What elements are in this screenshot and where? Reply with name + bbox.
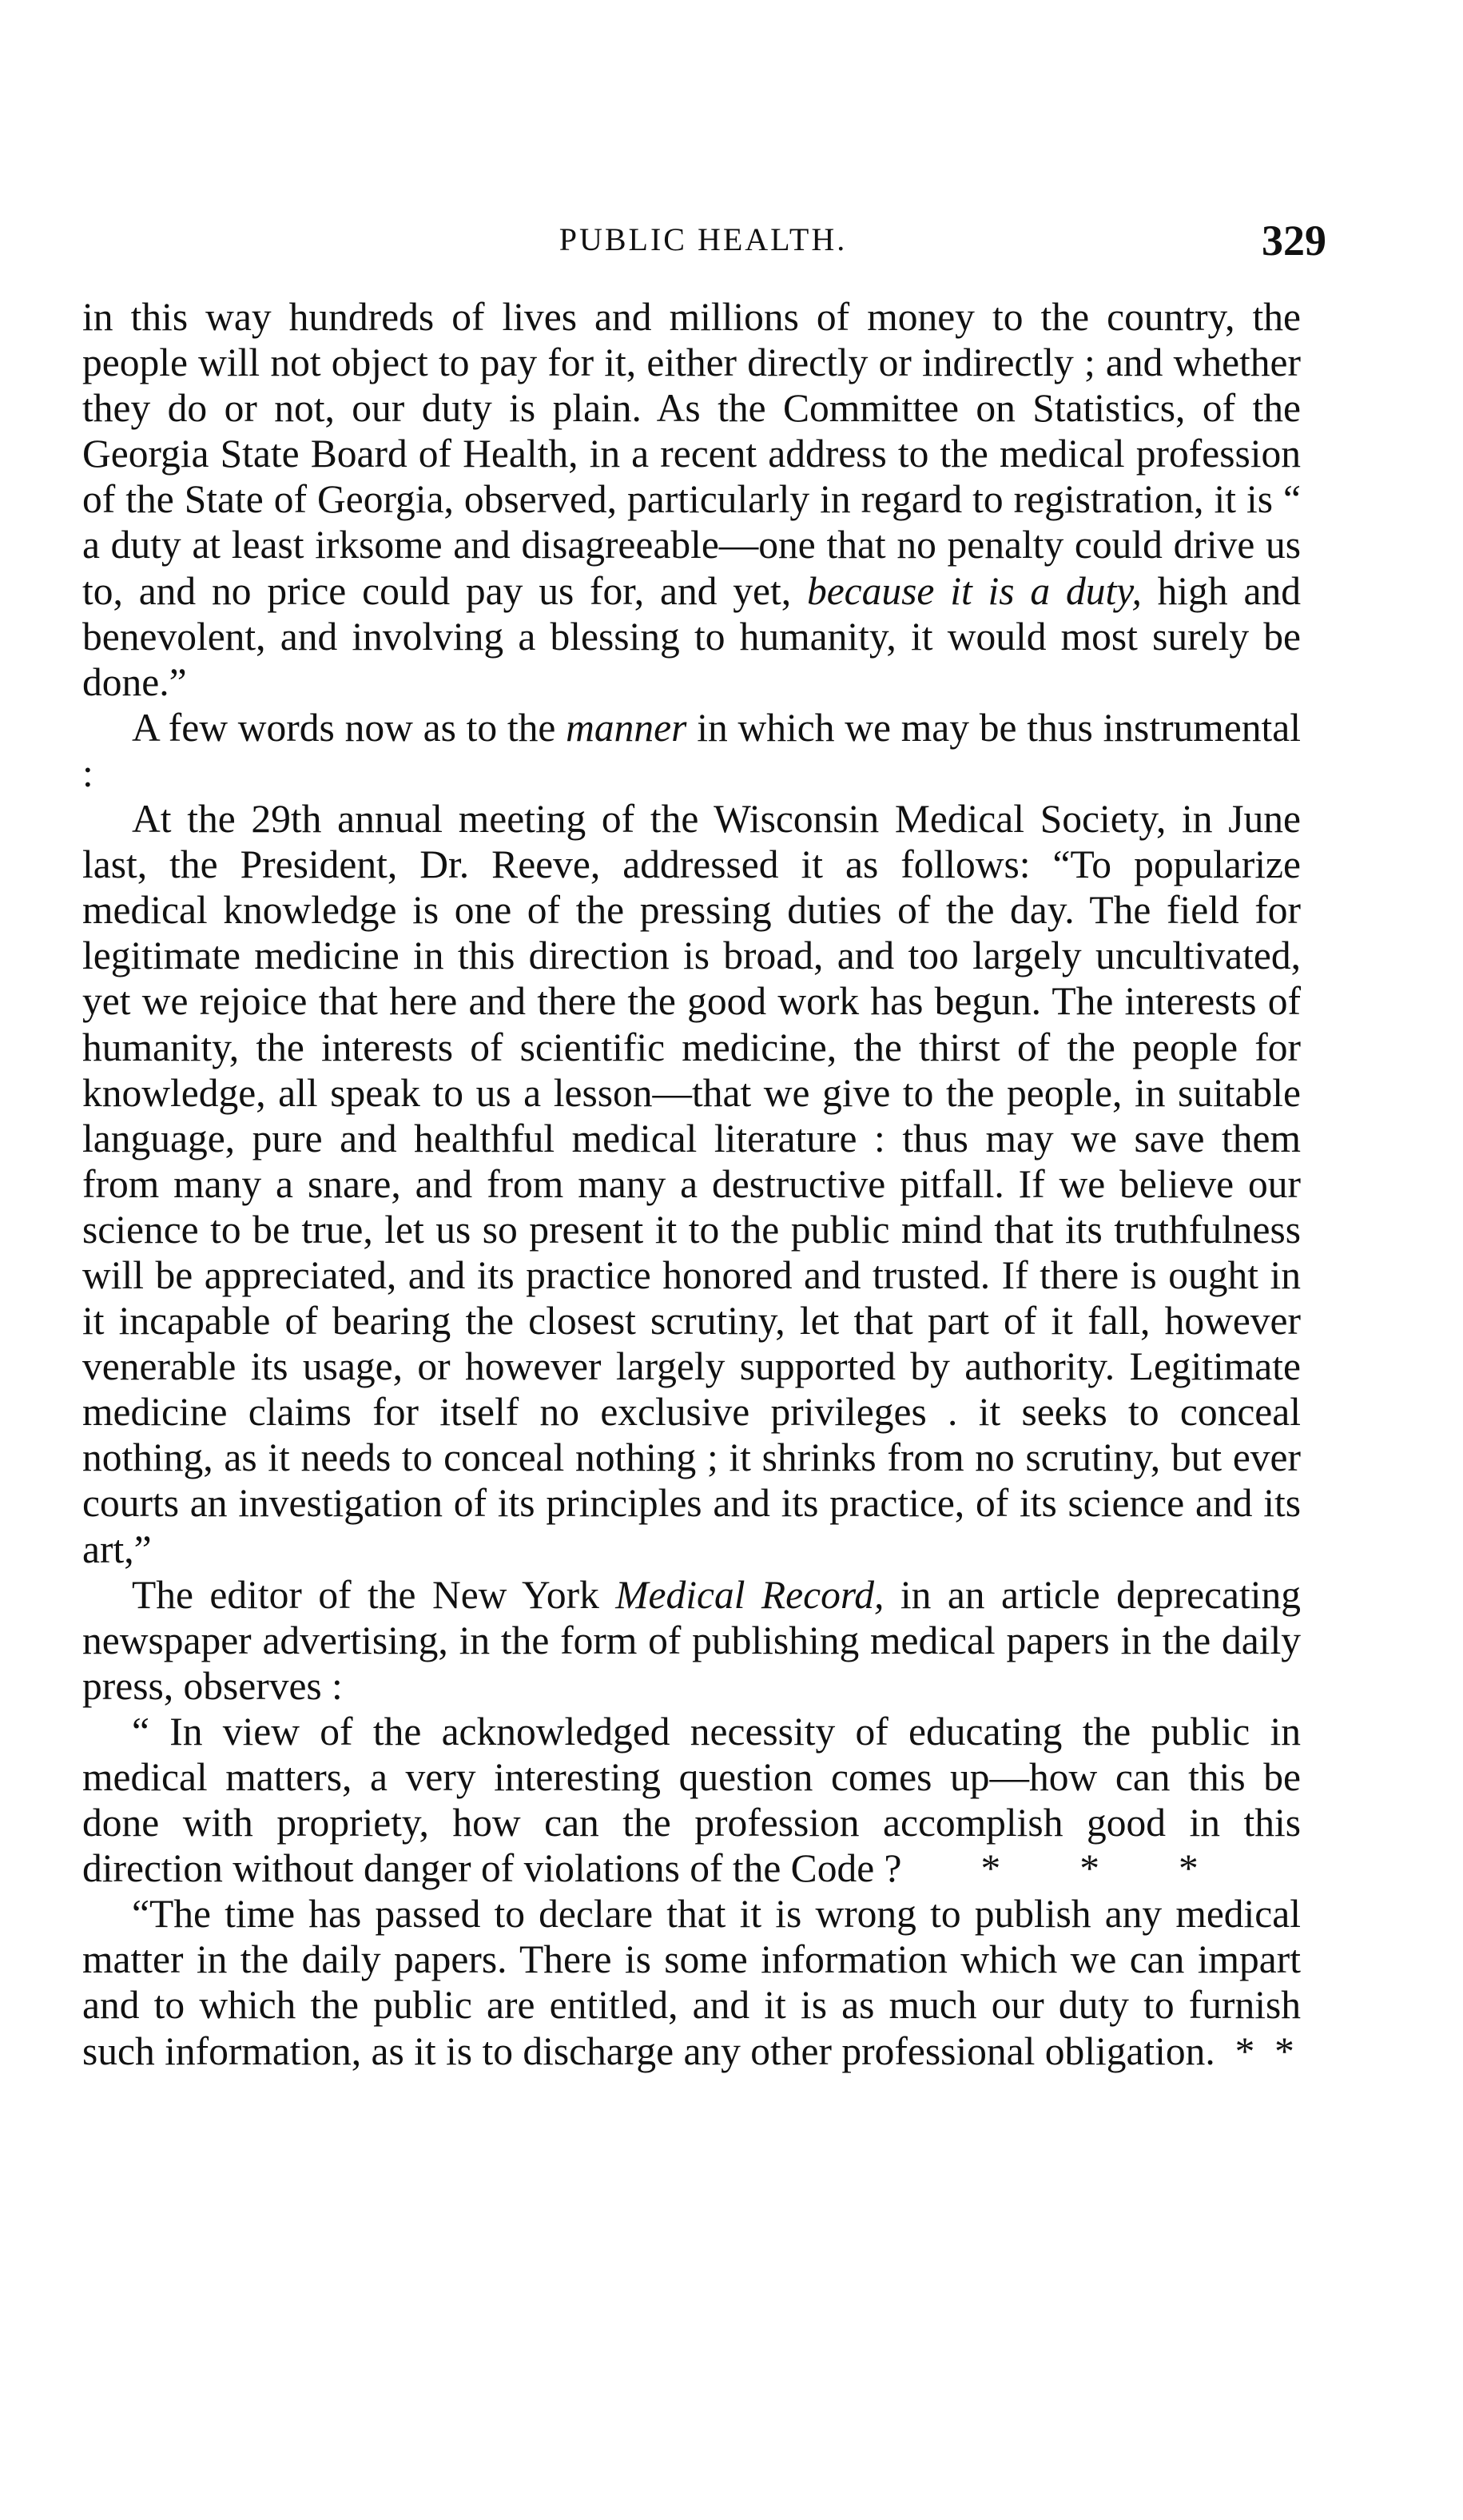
paragraph-registration-duty bbox=[82, 294, 1301, 705]
paragraph-quote-daily-papers bbox=[82, 1891, 1301, 2073]
ellipsis-asterisks: * * bbox=[1215, 2028, 1294, 2073]
italic-emphasis: because it is a duty, bbox=[806, 568, 1142, 613]
paragraph-text: “The time has passed to declare that it is wrong to publish any medical matter in the daily papers. There is some information which we can impart and to which the public are entitled, and it is as much our duty to furnish such information, as it is to discharge any other professional obligation. bbox=[82, 1892, 1301, 2073]
running-head bbox=[80, 216, 1326, 272]
paragraph-text: in an article deprecating newspaper advertising, in the form of publishing medical papers in the daily press, observes : bbox=[82, 1572, 1301, 1708]
running-title: PUBLIC HEALTH. bbox=[559, 221, 848, 257]
paragraph-manner bbox=[82, 705, 1301, 796]
italic-journal-title: Medical Record, bbox=[615, 1572, 885, 1617]
paragraph-quote-educating-public bbox=[82, 1709, 1301, 1891]
paragraph-text: At the 29th annual meeting of the Wisconsin Medical Society, in June last, the President, Dr. Reeve, addressed it as follows: “To popularize medical knowledge is one of the pressing duties of the day. The field for legitimate medicine in this direction is broad, and too largely uncultivated, yet we rejoice that here and there the good work has begun. The interests of humanity, the interests of scientific medicine, the thirst of the people for knowledge, all speak to us a lesson—that we give to the people, in suitable language, pure and healthful medical literature : thus may we save them from many a snare, and from many a destructive pitfall. If we believe our science to be true, let us so present it to the public mind that its truthfulness will be appreciated, and its practice honored and trusted. If there is ought in it incapable of bearing the closest scrutiny, let that part of it fall, however venerable its usage, or however largely supported by authority. Legitimate medicine claims for itself no exclusive privileges . it seeks to conceal nothing, as it needs to conceal nothing ; it shrinks from no scrutiny, but ever courts an investigation of its principles and its practice, of its science and its art,” bbox=[82, 797, 1301, 1571]
paragraph-text: in this way hundreds of lives and millions of money to the country, the people will not object to pay for it, either directly or indirectly ; and whether they do or not, our duty is plain. As the Committee on Statistics, of the Georgia State Board of Health, in a recent address to the medical profession of the State of Georgia, observed, particularly in regard to registration, it is “ a duty at least irksome and disagreeable—one that no penalty could drive us to, and no price could pay us for, and yet, bbox=[82, 295, 1301, 613]
page-number: 329 bbox=[1262, 217, 1326, 265]
paragraph-text: The editor of the New York bbox=[132, 1572, 616, 1617]
paragraph-text: A few words now as to the bbox=[132, 705, 567, 750]
paragraph-text: high and benevolent, and involving a blessing to humanity, it would most surely be done.” bbox=[82, 568, 1301, 704]
ellipsis-asterisks: * * * bbox=[901, 1846, 1199, 1891]
body-text bbox=[82, 294, 1301, 2074]
paragraph-text: in which we may be thus instrumental : bbox=[82, 705, 1302, 795]
paragraph-wisconsin-society bbox=[82, 796, 1301, 1572]
italic-emphasis: manner bbox=[566, 705, 687, 750]
paragraph-medical-record bbox=[82, 1572, 1301, 1709]
paragraph-text: “ In view of the acknowledged necessity of educating the public in medical matters, a very interesting question comes up—how can this be done with propriety, how can the profession accomplish good in this direction without danger of violations of the Code ? bbox=[82, 1709, 1301, 1891]
